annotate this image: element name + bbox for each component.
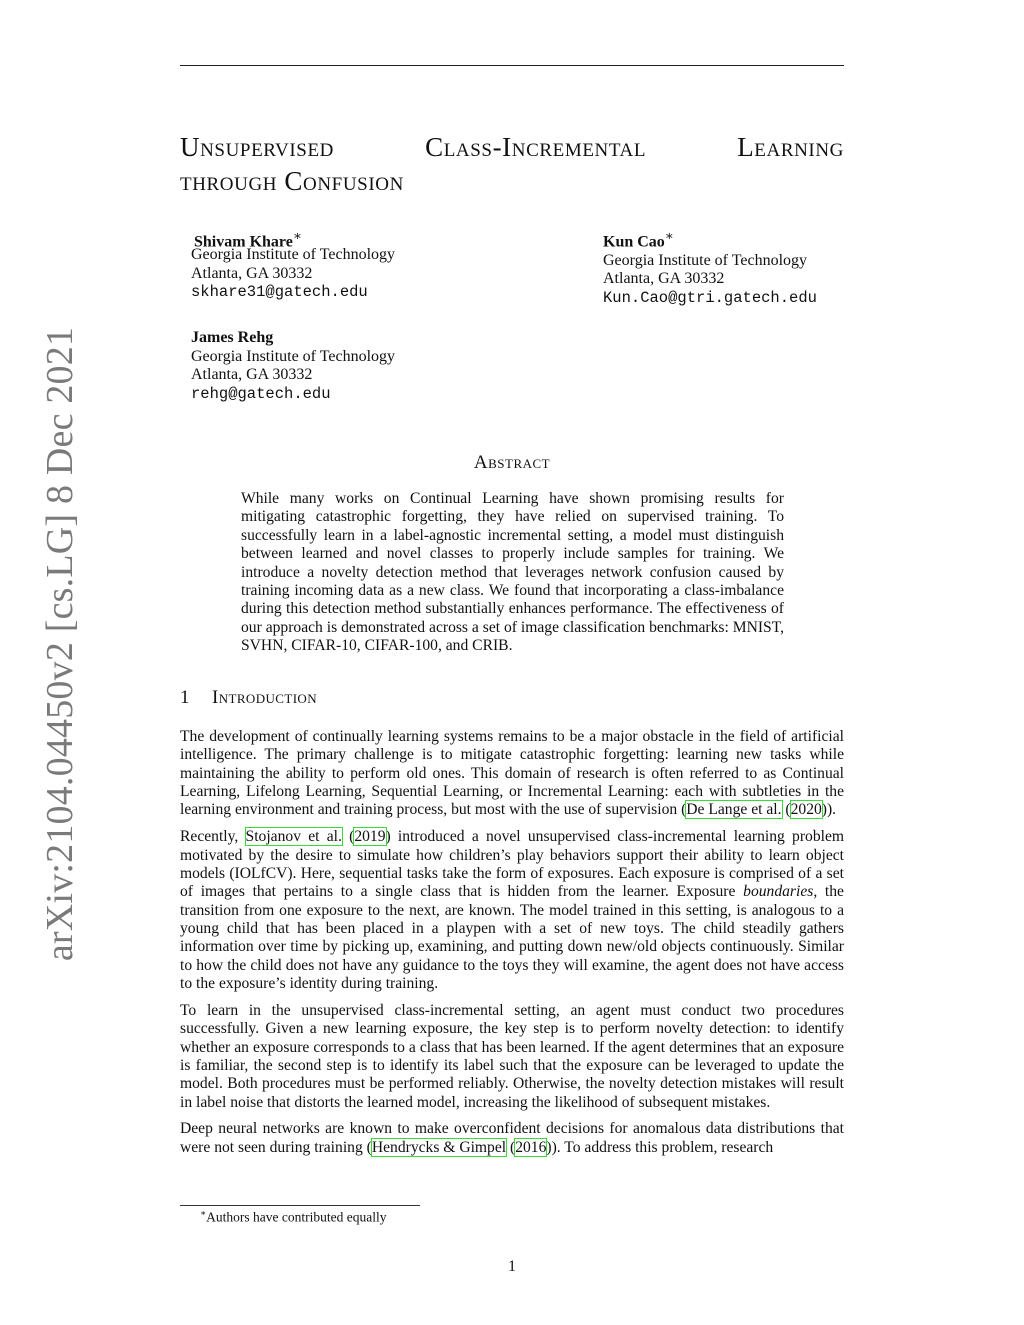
citation-year-link[interactable]: 2019 (354, 828, 386, 846)
author-name: Kun Cao (603, 233, 665, 251)
section-heading (180, 687, 317, 709)
emphasis: boundaries (743, 883, 814, 901)
top-rule (180, 65, 844, 66)
footnote-rule (180, 1205, 420, 1206)
footnote-mark: ∗ (200, 1208, 207, 1218)
author-details (191, 246, 395, 302)
page-number: 1 (508, 1258, 516, 1275)
abstract-text: While many works on Continual Learning have shown promising results for mitigating catastrophic forgetting, they have relied on supervised training. To successfully learn in a label-agnostic incremental setting, a model must distinguish between learned and novel classes to properly include samples for training. We introduce a novelty detection method that leverages network confusion caused by training incoming data as a new class. We found that incorporating a class-imbalance during this detection method substantially enhances performance. The effectiveness of our approach is demonstrated across a set of image classification benchmarks: MNIST, SVHN, CIFAR-10, CIFAR-100, and CRIB. (241, 490, 784, 655)
citation-link[interactable]: Stojanov et al. (245, 828, 342, 846)
paragraph: The development of continually learning systems remains to be a major obstacle in the field of artificial intelligence. The primary challenge is to mitigate catastrophic forgetting: learning new tasks while maintaining the ability to perform old ones. This domain of research is often referred to as Continual Learning, Lifelong Learning, Sequential Learning, or Incremental Learning: each with subtleties in the learning environment and training process, but most with the use of supervision (De Lange et al. (2020)). (180, 728, 844, 819)
author-email[interactable]: Kun.Cao@gtri.gatech.edu (603, 288, 817, 307)
abstract-heading: Abstract (473, 452, 551, 473)
section-title: Introduction (212, 687, 318, 708)
author-name: Shivam Khare (194, 233, 293, 251)
author-name: James Rehg (191, 329, 274, 346)
arxiv-side-stamp: arXiv:2104.04450v2 [cs.LG] 8 Dec 2021 (39, 326, 81, 962)
citation-link[interactable]: Hendrycks & Gimpel (371, 1138, 507, 1156)
author-block (603, 227, 817, 307)
author-affiliation: Georgia Institute of Technology (191, 246, 396, 263)
paragraph: Deep neural networks are known to make overconfident decisions for anomalous data distributions that were not seen during training (Hendrycks & Gimpel (2016)). To address this problem, research (180, 1120, 844, 1156)
author-email[interactable]: skhare31@gatech.edu (191, 283, 368, 301)
author-affiliation: Georgia Institute of Technology (603, 251, 808, 269)
paragraph: To learn in the unsupervised class-incremental setting, an agent must conduct two procedures successfully. Given a new learning exposure, the key step is to perform novelty detection: to identify whether an exposure corresponds to a class that has been learned. If the agent determines that an exposure is familiar, the second step is to identify its label such that the exposure can be leveraged to update the model. Both procedures must be performed reliably. Otherwise, the novelty detection mistakes will result in label noise that distorts the learned model, increasing the likelihood of subsequent mistakes. (180, 1001, 844, 1111)
paragraph: Recently, Stojanov et al. (2019) introduced a novel unsupervised class-incremental learning problem motivated by the desire to simulate how children’s play behaviors support their ability to learn object models (IOLfCV). Here, sequential tasks take the form of exposures. Each exposure is comprised of a set of images that pertains to a single class that is hidden from the learner. Exposure boundaries, the transition from one exposure to the next, are known. The model trained in this setting, is analogous to a young child that has been placed in a playpen with a set of new toys. The child steadily gathers information over time by picking up, examining, and putting down new/old objects continuously. Similar to how the child does not have any guidance to the toys they will examine, the agent does not have access to the exposure’s identity during training. (180, 828, 845, 992)
citation-year-link[interactable]: 2016 (515, 1138, 547, 1156)
footnote (200, 1208, 386, 1226)
author-address: Atlanta, GA 30332 (191, 366, 313, 383)
author-block (191, 329, 395, 403)
author-address: Atlanta, GA 30332 (191, 264, 313, 282)
citation-year-link[interactable]: 2020 (790, 801, 822, 819)
intro-body (180, 728, 844, 1166)
citation-link[interactable]: De Lange et al. (686, 801, 782, 819)
footnote-text: Authors have contributed equally (206, 1209, 387, 1225)
title-word-1: Unsupervised (180, 132, 334, 162)
author-affiliation: Georgia Institute of Technology (191, 347, 396, 365)
section-number: 1 (180, 687, 190, 708)
paper-title (180, 130, 844, 198)
title-line-2: through Confusion (180, 166, 404, 196)
author-mark: ∗ (292, 228, 302, 243)
title-word-3: Learning (737, 132, 844, 162)
author-address: Atlanta, GA 30332 (603, 270, 725, 288)
author-email[interactable]: rehg@gatech.edu (191, 384, 331, 403)
author-mark: ∗ (664, 228, 674, 243)
title-word-2: Class-Incremental (425, 132, 647, 162)
